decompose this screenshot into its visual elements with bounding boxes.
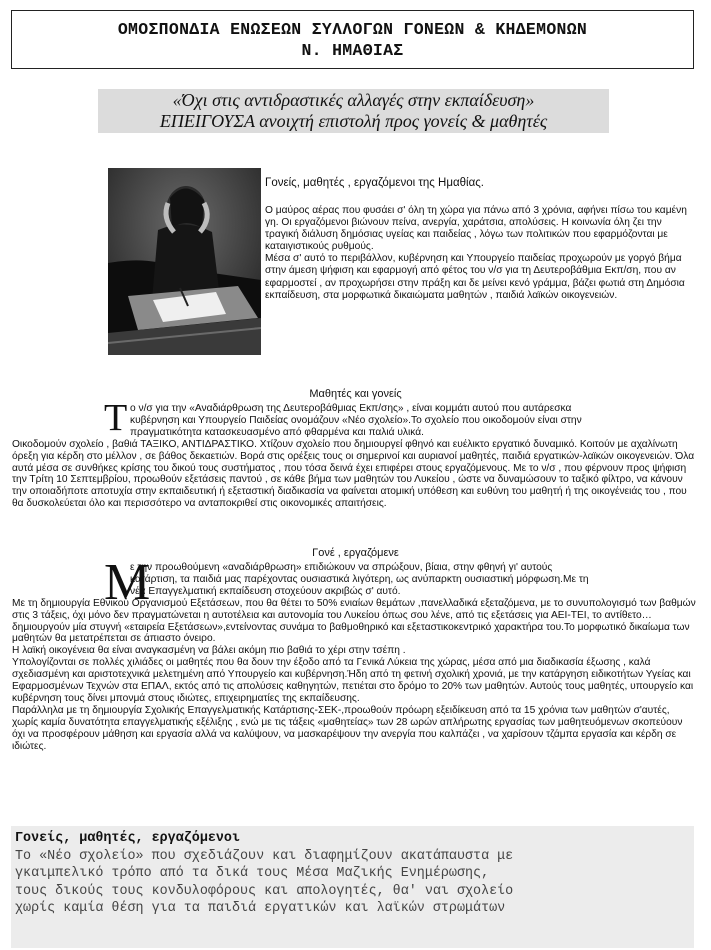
organization-name: ΟΜΟΣΠΟΝΔΙΑ ΕΝΩΣΕΩΝ ΣΥΛΛΟΓΩΝ ΓΟΝΕΩΝ & ΚΗΔΕΜΟΝΩΝ [117, 20, 588, 39]
organization-header [11, 10, 694, 69]
section1-body: Οικοδομούν σχολείο , βαθιά ΤΑΞΙΚΟ, ΑΝΤΙΔΡΑΣΤΙΚΟ. Χτίζουν σχολείο που δημιουργεί φθηνό και ευέλικτο εργατικό δυναμικό. Κοιτούν με αχαλίνωτη όρεξη για κέρδη στο μέλλον , σε βάθος δεκαετιών. Βορά στις ορέξεις τους οι σημερινοί και αυριανοί μαθητές, παιδιά εργατικών-λαϊκών οικογενειών. Όλα αυτά μέσα σε συνθήκες κρίσης του δικού τους συστήματος , που τόσα δεινά έχει επιφέρει στους εργαζόμενους. Με το ν/σ , που φέρνουν προς ψήφιση την Τρίτη 10 Σεπτεμβρίου, προωθούν εξετάσεις παντού , σε κάθε βήμα των μαθητών του Λυκείου , ώστε να δυναμώσουν το ταξικό φίλτρο, να κάνουν την οποιαδήποτε αποτυχία στην εκπαιδευτική ή εξεταστική διαδικασία να φαίνεται ατομική υπόθεση και ευθύνη του μαθητή ή της οικογένειάς του , που θα δυσκολεύεται όλο και περισσότερο να ανταποκριθεί στις οικονομικές απαιτήσεις. [12, 438, 695, 510]
section2-line-2: κατάρτιση, τα παιδιά μας παρέχοντας ουσιαστικά λιγότερη, ως ανύπαρκτη ουσιαστική μόρφωση.Με τη [130, 573, 589, 585]
section1-line-3: πραγματικότητα κατασκευασμένο από φθαρμένα και παλιά υλικά. [130, 426, 424, 438]
intro-paragraph-1: Ο μαύρος αέρας που φυσάει σ' όλη τη χώρα για πάνω από 3 χρόνια, αφήνει πίσω του καμένη γη. Οι εργαζόμενοι βιώνουν πείνα, ανεργία, χαράτσια, απολύσεις. Η κοινωνία όλη ζει την τραγική διάλυση δημόσιας υγείας και παιδείας , λόγω των πολιτικών που εφαρμόζονται με καταιγιστικούς ρυθμούς. [265, 205, 687, 253]
closing-callout [11, 826, 694, 948]
closing-line-4: χωρίς καμία θέση για τα παιδιά εργατικών και λαϊκών στρωμάτων [15, 901, 506, 916]
letter-title [98, 89, 609, 133]
intro-text [265, 176, 695, 302]
section2-paragraph-1: Με τη δημιουργία Εθνικού Οργανισμού Εξετάσεων, που θα θέτει το 50% ενιαίων θεμάτων ,πανελλαδικά εξεταζόμενα, με το συνυπολογισμό των βαθμών στις 3 τάξεις, όχι μόνο δεν πραγματώνεται η αυτοτέλεια και αυτονομία του Λυκείου όπως σου λένε, από τις εξετάσεις για ΑΕΙ-ΤΕΙ, το αντίθετο…δημιουργούν μία στυγνή «εταιρεία Εξετάσεων»,εντείνοντας συνάμα το βαθμοθηρικό και εξεταστικοκεντρικό χαρακτήρα του.Το μορφωτικό δικαίωμα των μαθητών θα μετατρέπεται σε άπιαστο όνειρο. [12, 597, 696, 645]
section1-line-1: ο ν/σ για την «Αναδιάρθρωση της Δευτεροβάθμιας Εκπ/σης» , είναι κομμάτι αυτού που αυτάρεσκα [130, 403, 572, 414]
greeting: Γονείς, μαθητές , εργαζόμενοι της Ημαθίας. [265, 177, 484, 189]
letter-slogan: «Όχι στις αντιδραστικές αλλαγές στην εκπαίδευση» [172, 90, 535, 110]
organization-region: Ν. ΗΜΑΘΙΑΣ [301, 41, 404, 60]
section2-paragraph-2: Η λαϊκή οικογένεια θα είναι αναγκασμένη να βάλει ακόμη πιο βαθιά το χέρι στην τσέπη . [12, 645, 406, 657]
closing-line-2: γκαιμπελικό τρόπο από τα δικά τους Μέσα Μαζικής Ενημέρωσης, [15, 866, 490, 881]
student-exam-photo [108, 168, 261, 355]
section1-text [12, 403, 698, 510]
drop-cap-t: Τ [104, 397, 128, 439]
section-title-parent-worker: Γονέ , εργαζόμενε [312, 547, 399, 559]
section1-line-2: κυβέρνηση και Υπουργείο Παιδείας ονομάζουν «Νέο σχολείο».Το σχολείο που οικοδομούν είναι στην [130, 414, 582, 426]
closing-heading: Γονείς, μαθητές, εργαζόμενοι [15, 831, 240, 846]
closing-line-1: Το «Νέο σχολείο» που σχεδιάζουν και διαφημίζουν ακατάπαυστα με [15, 848, 514, 864]
drop-cap-m: Μ [104, 554, 151, 611]
section2-line-1: ε την προωθούμενη «αναδιάρθρωση» επιδιώκουν να σπρώξουν, βίαια, στην φθηνή γι' αυτούς [130, 562, 553, 573]
closing-line-3: τους δικούς τους κονδυλοφόρους και απολογητές, θα' ναι σχολείο [15, 883, 514, 899]
letter-subheading: ΕΠΕΙΓΟΥΣΑ ανοιχτή επιστολή προς γονείς & μαθητές [159, 111, 548, 131]
section2-text [12, 562, 698, 753]
section2-paragraph-3: Υπολογίζονται σε πολλές χιλιάδες οι μαθητές που θα δουν την έξοδο από τα Γενικά Λύκεια της χώρας, μέσα από μια διαδικασία έξωσης , καλά σχεδιασμένη και αριστοτεχνικά μελετημένη από Υπουργείο και κυβέρνηση.Ήδη από τη φετινή σχολική χρονιά, με την κατάργηση ειδικοτήτων Υγείας και Εφαρμοσμένων Τεχνών στα ΕΠΑΛ, εκτός από τις απολύσεις καθηγητών, πετιέται στο δρόμο το 20% των μαθητών. Αυτούς τους μαθητές, υπουργείο και κυβέρνηση τους δίνει μπονμά στους ιδιώτες, επιχειρηματίες της εκπαίδευσης. [12, 657, 694, 704]
student-exam-image [108, 168, 261, 355]
section2-paragraph-4: Παράλληλα με τη δημιουργία Σχολικής Επαγγελματικής Κατάρτισης-ΣΕΚ-,προωθούν πρόωρη εξειδίκευση από τα 15 χρόνια των μαθητών σ'αυτές, χωρίς καμία δυνατότητα επαγγελματικής εξέλιξης , ενώ με τις τάξεις «μαθητείας» των 28 ωρών απλήρωτης εργασίας των μαθητευόμενων σκοπεύουν όχι να προσφέρουν μάθηση και εργασία αλλά να καλύψουν, να μασκαρέψουν την ανεργία που καλπάζει , να χαρίσουν τζάμπα εργασία και κέρδη σε ιδιώτες. [12, 704, 683, 752]
section-title-students-parents: Μαθητές και γονείς [309, 388, 402, 400]
intro-paragraph-2: Μέσα σ' αυτό το περιβάλλον, κυβέρνηση και Υπουργείο παιδείας προχωρούν με γοργό βήμα στην άμεση ψήφιση και εφαρμογή από φέτος του ν/σ για τη Δευτεροβάθμια Εκπ/ση, που αν εφαρμοστεί , αν προχωρήσει στην πράξη και δε μείνει κενό γράμμα, βάζει φωτιά στη Δημόσια εκπαίδευση, στα μορφωτικά δικαιώματα μαθητών , παιδιά λαϊκών οικογενειών. [265, 253, 685, 301]
section2-line-3: νέα Επαγγελματική εκπαίδευση στοχεύουν ακριβώς σ' αυτό. [130, 585, 401, 597]
